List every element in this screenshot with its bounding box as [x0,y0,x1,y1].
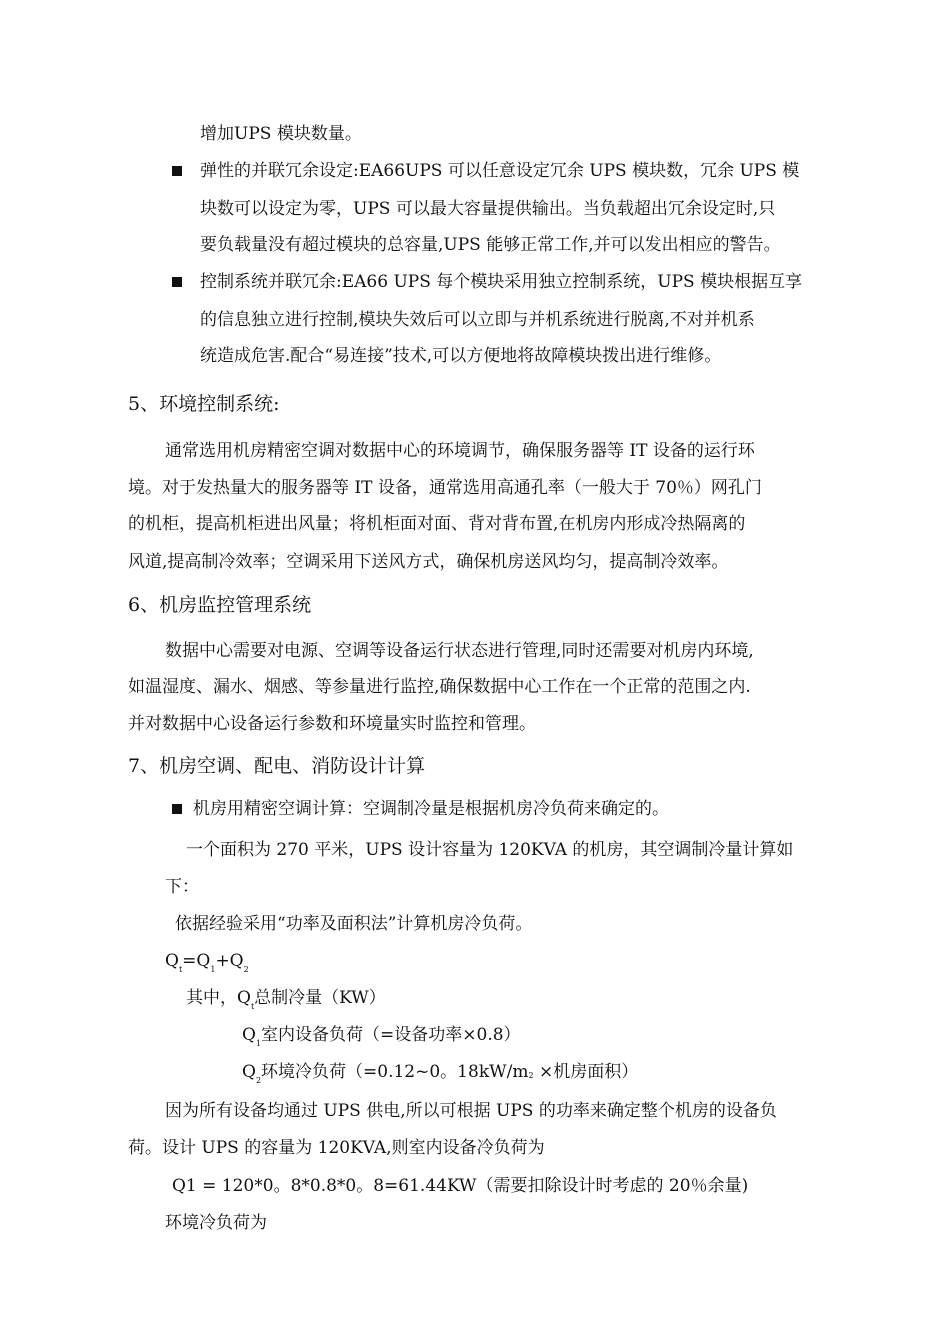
cooling-load-formula [165,950,249,972]
bullet-redundancy-line-3: 要负载量没有超过模块的总容量,UPS 能够正常工作,并可以发出相应的警告。 [200,235,781,255]
section-6-paragraph-line-1: 数据中心需要对电源、空调等设备运行状态进行管理,同时还需要对机房内环境, [165,641,754,661]
environment-load-label: 环境冷负荷为 [165,1213,267,1233]
where-q1: Q [242,1025,256,1045]
section-5-heading: 5、环境控制系统: [128,393,280,415]
ups-paragraph-line-1: 因为所有设备均通过 UPS 供电,所以可根据 UPS 的功率来确定整个机房的设备负 [165,1101,777,1121]
section-7-heading: 7、机房空调、配电、消防设计计算 [128,755,426,777]
formula-eq: =Q [182,951,211,971]
formula-plus: +Q [215,951,244,971]
where-prefix: 其中，Q [186,988,251,1008]
q1-calculation-line: Q1 = 120*0。8*0.8*0。8=61.44KW（需要扣除设计时考虑的 20％余量) [172,1176,749,1196]
section-5-paragraph-line-3: 的机柜，提高机柜进出风量；将机柜面对面、背对背布置,在机房内形成冷热隔离的 [128,514,746,534]
where-t-desc: 总制冷量（KW） [254,988,386,1008]
where-q2-unit-sup: 2 [528,1071,534,1080]
section-5-paragraph-line-4: 风道,提高制冷效率；空调采用下送风方式，确保机房送风均匀，提高制冷效率。 [128,552,729,572]
square-bullet-icon [172,166,182,176]
section-7-bullet-text: 机房用精密空调计算：空调制冷量是根据机房冷负荷来确定的。 [193,799,669,819]
definition-q1 [242,1024,521,1046]
formula-sub-2: 2 [243,965,249,974]
where-t-sub: t [250,1002,255,1011]
bullet-control-line-2: 的信息独立进行控制,模块失效后可以立即与并机系统进行脱离,不对并机系 [200,310,755,330]
square-bullet-icon [172,804,182,814]
ups-paragraph-line-2: 荷。设计 UPS 的容量为 120KVA,则室内设备冷负荷为 [128,1138,545,1158]
bullet-control-line-1: 控制系统并联冗余:EA66 UPS 每个模块采用独立控制系统，UPS 模块根据互享 [200,272,803,292]
section-6-paragraph-line-2: 如温湿度、漏水、烟感、等参量进行监控,确保数据中心工作在一个正常的范围之内. [128,677,751,697]
definition-qt [186,987,386,1009]
square-bullet-icon [172,277,182,287]
section-5-paragraph-line-1: 通常选用机房精密空调对数据中心的环境调节，确保服务器等 IT 设备的运行环 [165,441,755,461]
where-q1-sub: 1 [255,1039,262,1048]
example-line-2: 下： [165,877,199,897]
where-q2: Q [242,1062,256,1082]
bullet-redundancy-line-1: 弹性的并联冗余设定:EA66UPS 可以任意设定冗余 UPS 模块数，冗余 UPS 模 [200,161,800,181]
example-line-1: 一个面积为 270 平米，UPS 设计容量为 120KVA 的机房，其空调制冷量计算如 [186,840,794,860]
section-6-heading: 6、机房监控管理系统 [128,594,312,616]
bullet-control-line-3: 统造成危害.配合“易连接”技术,可以方便地将故障模块拨出进行维修。 [200,346,722,366]
where-q1-desc: 室内设备负荷（=设备功率×0.8） [261,1025,521,1045]
method-line: 依据经验采用“功率及面积法”计算机房冷负荷。 [175,914,533,934]
definition-q2 [242,1061,638,1087]
bullet-redundancy-line-2: 块数可以设定为零，UPS 可以最大容量提供输出。当负载超出冗余设定时,只 [200,199,776,219]
where-q2-desc-a: 环境冷负荷（=0.12~0。18kW/m [261,1062,529,1082]
where-q2-desc-b: ×机房面积） [533,1062,639,1082]
formula-q: Q [165,951,179,971]
section-6-paragraph-line-3: 并对数据中心设备运行参数和环境量实时监控和管理。 [128,714,536,734]
formula-sub-1: 1 [210,965,216,974]
bullet-continuation-line: 增加UPS 模块数量。 [200,124,362,144]
formula-sub-t: t [178,965,183,974]
where-q2-sub: 2 [255,1076,262,1085]
section-5-paragraph-line-2: 境。对于发热量大的服务器等 IT 设备，通常选用高通孔率（一般大于 70％）网孔门 [128,478,762,498]
